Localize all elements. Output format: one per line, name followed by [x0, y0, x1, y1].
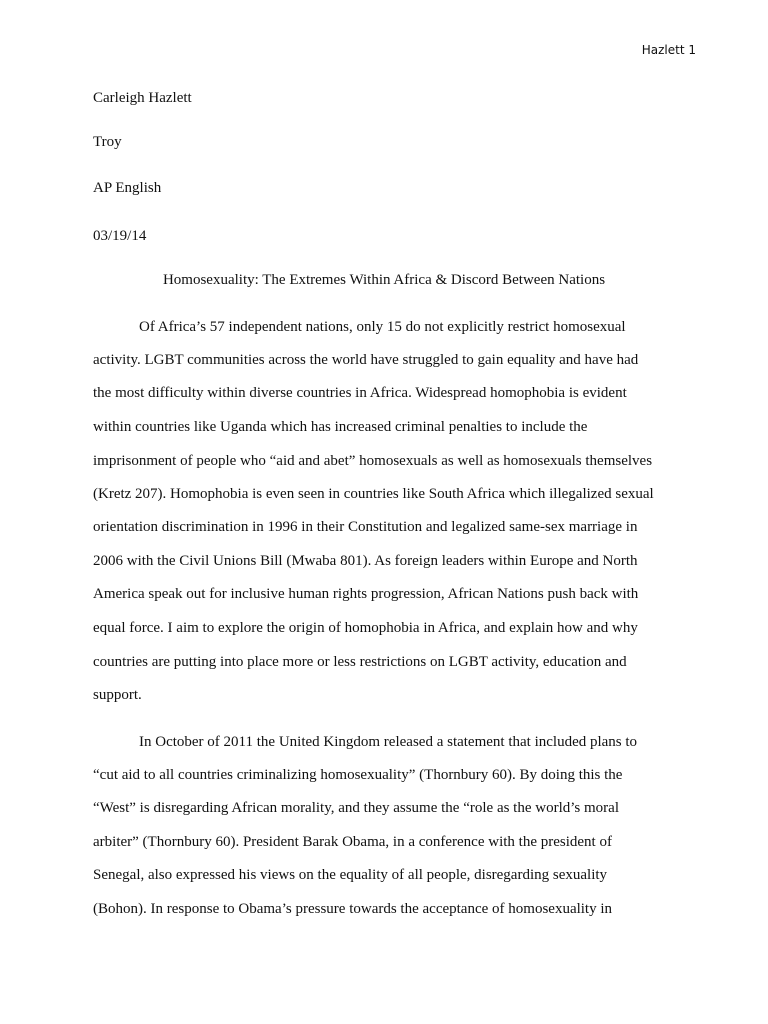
paragraph-line: countries are putting into place more or less restrictions on LGBT activity, education and — [93, 654, 627, 670]
paragraph-line: arbiter” (Thornbury 60). President Barak Obama, in a conference with the president of — [93, 834, 612, 850]
paragraph-line: imprisonment of people who “aid and abet” homosexuals as well as homosexuals themselves — [93, 453, 653, 469]
paragraph-line: (Kretz 207). Homophobia is even seen in countries like South Africa which illegalized sexual — [93, 486, 654, 502]
instructor-name: Troy — [93, 134, 122, 150]
course-name: AP English — [93, 180, 162, 196]
date-line: 03/19/14 — [93, 228, 147, 244]
paragraph-line: equal force. I aim to explore the origin of homophobia in Africa, and explain how and why — [93, 620, 638, 636]
paragraph-line: Of Africa’s 57 independent nations, only 15 do not explicitly restrict homosexual — [139, 319, 626, 335]
paragraph-line: “West” is disregarding African morality, and they assume the “role as the world’s moral — [93, 800, 619, 816]
paragraph-line: Senegal, also expressed his views on the equality of all people, disregarding sexuality — [93, 867, 608, 883]
essay-title: Homosexuality: The Extremes Within Africa & Discord Between Nations — [162, 272, 606, 288]
paragraph-line: (Bohon). In response to Obama’s pressure towards the acceptance of homosexuality in — [93, 901, 613, 917]
author-name: Carleigh Hazlett — [93, 90, 192, 106]
paragraph-line: support. — [93, 687, 142, 703]
paragraph-line: the most difficulty within diverse countries in Africa. Widespread homophobia is evident — [93, 385, 627, 401]
paragraph-line: In October of 2011 the United Kingdom released a statement that included plans to — [139, 734, 638, 750]
paragraph-line: America speak out for inclusive human rights progression, African Nations push back with — [93, 586, 639, 602]
paragraph-line: “cut aid to all countries criminalizing homosexuality” (Thornbury 60). By doing this the — [93, 767, 623, 783]
paragraph-line: orientation discrimination in 1996 in their Constitution and legalized same-sex marriage in — [93, 519, 638, 535]
running-head-page-number: Hazlett 1 — [641, 43, 696, 57]
paragraph-line: within countries like Uganda which has increased criminal penalties to include the — [93, 419, 588, 435]
paragraph-line: 2006 with the Civil Unions Bill (Mwaba 801). As foreign leaders within Europe and North — [93, 553, 638, 569]
paragraph-line: activity. LGBT communities across the world have struggled to gain equality and have had — [93, 352, 639, 368]
